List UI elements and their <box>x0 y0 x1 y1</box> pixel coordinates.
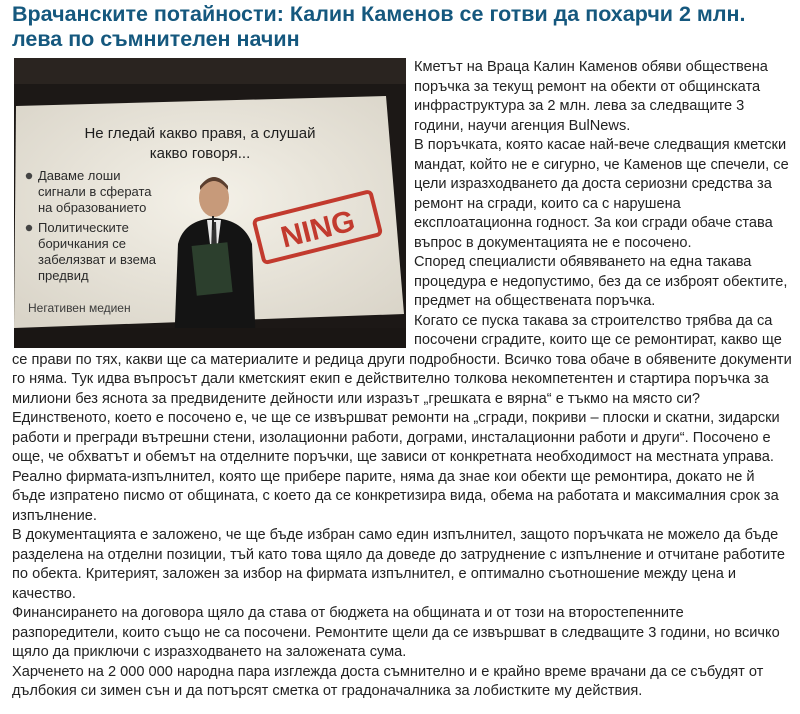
article-paragraph: Кметът на Враца Калин Каменов обяви обществена поръчка за текущ ремонт на обекти от общинската инфраструктура за 2 млн. лева за следващите 3 години, научи агенция BulNews. <box>414 59 768 134</box>
slide-bullet-1-line-1: Даваме лоши <box>38 168 121 183</box>
slide-bullet-2-line-4: предвид <box>38 268 89 283</box>
slide-heading-line-1: Не гледай какво правя, а слушай <box>84 125 316 142</box>
article-paragraph: Според специалисти обявяването на една такава процедура е недопустимо, без да се изброят обектите, предмет на обществената поръчка. <box>414 254 788 309</box>
slide-bullet-1-line-2: сигнали в сферата <box>38 184 152 199</box>
slide-bullet-1-line-3: на образованието <box>38 200 147 215</box>
stamp-text: NING <box>277 204 359 255</box>
slide-bullet-2-line-3: забелязват и взема <box>38 252 156 267</box>
slide-heading-line-2: какво говоря... <box>149 145 251 162</box>
article-paragraph: Когато се пуска такава за строителство трябва да са посочени сградите, които ще се ремонтират, какво ще се прави по тях, какви ще са материалите и редица други подробности. Всичко това обаче в обявените документи го няма. Тук идва въпросът дали кметският екип е действително толкова некомпетентен и стартира поръчка за милиони без яснота за предвидените дейности или изразът „грешката е вярна“ е тъкмо на място си? Единственото, което е посочено е, че ще се извършват ремонти на „сгради, покриви – плоски и скатни, зидарски работи и прегради вътрешни стени, изолационни работи, дограми, инсталационни работи и други“. Посочено е още, че обхватът и обемът на отделните поръчки, ще зависи от конкретната необходимост на местната управа. Реално фирмата-изпълнител, която ще прибере парите, няма да знае кои обекти ще ремонтира, докато не й бъде изпратено писмо от общината, с което да се конкретизира вида, обема на работата и максималния срок за изпълнение. <box>12 312 792 524</box>
slide-bullet-2-line-2: боричкания се <box>38 236 126 251</box>
article-title: Врачанските потайности: Калин Каменов се готви да похарчи 2 млн. лева по съмнителен начин <box>12 2 746 51</box>
article-paragraph: В документацията е заложено, че ще бъде избран само един изпълнител, защото поръчката не можело да бъде разделена на отделни позиции, тъй като това щяло да доведе до затруднение с изпълнение и отчитане работите по обекта. Критерият, заложен за избор на фирмата изпълнител, е оптимално съотношение между цена и качество. <box>12 527 785 602</box>
article-body <box>12 58 792 702</box>
article-paragraph: В поръчката, която касае най-вече следващия кметски мандат, който не е сигурно, че Каменов ще спечели, се цели изразходването да доста сериозни средства за ремонт на сгради, които са с нарушена експлоатационна годност. За кои сгради обаче става въпрос в документацията не е посочено. <box>414 137 789 251</box>
photo-spacer <box>12 58 414 349</box>
slide-bottom-text: Негативен медиен <box>28 301 131 315</box>
article-paragraph: Финансирането на договора щяло да става от бюджета на общината и от този на второстепенните разпоредители, които също не са посочени. Ремонтите щели да се извършват в следващите 3 години, но всичко щяло да приключи с изразходването на заложената сума. <box>12 605 780 660</box>
slide-bullet-2-line-1: Политическите <box>38 220 129 235</box>
article-paragraph: Харченето на 2 000 000 народна пара изглежда доста съмнително и е крайно време врачани да се събудят от дълбокия си зимен сън и да потърсят сметка от градоначалника за лобистките му действия. <box>12 663 764 699</box>
